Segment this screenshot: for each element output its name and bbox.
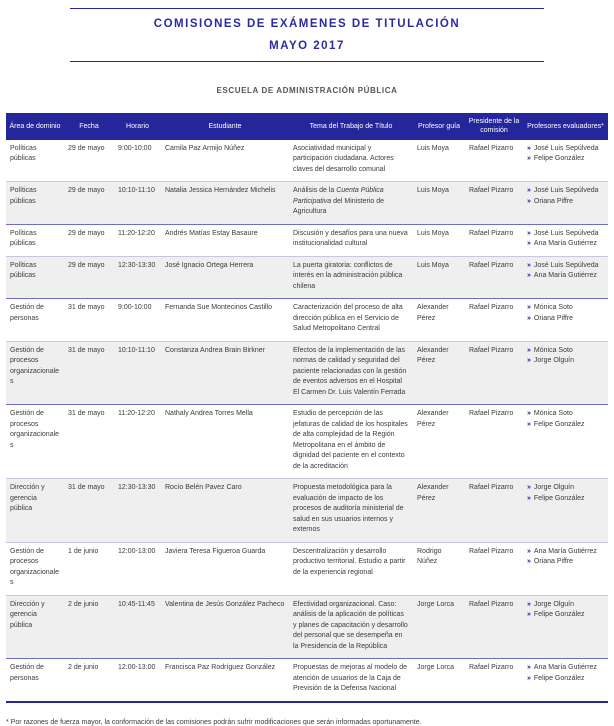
- cell-tema: Análisis de la Cuenta Pública Participativa del Ministerio de Agricultura: [289, 182, 413, 225]
- double-chevron-icon: »: [527, 314, 531, 322]
- double-chevron-icon: »: [527, 304, 531, 312]
- cell-presidente: Rafael Pizarro: [465, 542, 523, 595]
- cell-tema: Estudio de percepción de las jefaturas de calidad de los hospitales de alta complejidad de la Región Metropolitana en el ámbito de dignidad del paciente en el contexto de la acreditación: [289, 405, 413, 479]
- cell-horario: 11:20-12:20: [114, 224, 161, 256]
- cell-profesor-guia: Luis Moya: [413, 224, 465, 256]
- double-chevron-icon: »: [527, 558, 531, 566]
- cell-evaluadores: [523, 182, 608, 225]
- cell-estudiante: Francisca Paz Rodríguez González: [161, 659, 289, 702]
- cell-fecha: 31 de mayo: [64, 405, 114, 479]
- cell-presidente: Rafael Pizarro: [465, 256, 523, 299]
- evaluator-name: » José Luis Sepúlveda: [527, 261, 599, 269]
- cell-presidente: Rafael Pizarro: [465, 182, 523, 225]
- evaluator-name: » Oriana Piffre: [527, 558, 574, 566]
- table-row: [6, 299, 608, 342]
- table-row: [6, 140, 608, 182]
- column-header: Horario: [114, 113, 161, 140]
- cell-profesor-guia: Alexander Pérez: [413, 341, 465, 405]
- cell-profesor-guia: Alexander Pérez: [413, 299, 465, 342]
- cell-horario: 12:00-13:00: [114, 542, 161, 595]
- cell-evaluadores: [523, 405, 608, 479]
- table-row: [6, 659, 608, 702]
- table-body: [6, 140, 608, 702]
- cell-area: Políticas públicas: [6, 182, 64, 225]
- cell-horario: 12:30-13:30: [114, 256, 161, 299]
- cell-profesor-guia: Alexander Pérez: [413, 479, 465, 543]
- cell-presidente: Rafael Pizarro: [465, 299, 523, 342]
- cell-estudiante: Natalia Jessica Hernández Michelis: [161, 182, 289, 225]
- double-chevron-icon: »: [527, 484, 531, 492]
- cell-area: Gestión de procesos organizacionales: [6, 542, 64, 595]
- evaluator-name: » Felipe González: [527, 674, 585, 682]
- cell-fecha: 29 de mayo: [64, 182, 114, 225]
- double-chevron-icon: »: [527, 346, 531, 354]
- cell-estudiante: Valentina de Jesús González Pacheco: [161, 595, 289, 659]
- double-chevron-icon: »: [527, 261, 531, 269]
- table-row: [6, 479, 608, 543]
- cell-tema: Efectividad organizacional. Caso: análisis de la aplicación de políticas y planes de capacitación y desarrollo del personal que se desempeña en la Presidencia de la República: [289, 595, 413, 659]
- evaluator-name: » Oriana Piffre: [527, 197, 574, 205]
- column-header: Profesores evaluadores*: [523, 113, 608, 140]
- double-chevron-icon: »: [527, 240, 531, 248]
- evaluator-name: » Felipe González: [527, 155, 585, 163]
- page-subtitle: MAYO 2017: [269, 40, 345, 52]
- evaluator-name: » Oriana Piffre: [527, 314, 574, 322]
- cell-horario: 10:10-11:10: [114, 182, 161, 225]
- double-chevron-icon: »: [527, 664, 531, 672]
- cell-presidente: Rafael Pizarro: [465, 140, 523, 182]
- cell-fecha: 31 de mayo: [64, 479, 114, 543]
- double-chevron-icon: »: [527, 229, 531, 237]
- cell-fecha: 29 de mayo: [64, 140, 114, 182]
- cell-area: Políticas públicas: [6, 224, 64, 256]
- cell-presidente: Rafael Pizarro: [465, 405, 523, 479]
- double-chevron-icon: »: [527, 187, 531, 195]
- double-chevron-icon: »: [527, 547, 531, 555]
- double-chevron-icon: »: [527, 144, 531, 152]
- evaluator-name: » José Luis Sepúlveda: [527, 229, 599, 237]
- cell-horario: 10:45-11:45: [114, 595, 161, 659]
- column-header: Presidente de la comisión: [465, 113, 523, 140]
- evaluator-name: » Ana María Gutiérrez: [527, 547, 597, 555]
- cell-fecha: 2 de junio: [64, 659, 114, 702]
- table-row: [6, 341, 608, 405]
- double-chevron-icon: »: [527, 600, 531, 608]
- cell-profesor-guia: Jorge Lorca: [413, 595, 465, 659]
- table-row: [6, 595, 608, 659]
- cell-estudiante: Andrés Matías Estay Basaure: [161, 224, 289, 256]
- evaluator-name: » Felipe González: [527, 494, 585, 502]
- cell-tema: Efectos de la implementación de las normas de calidad y seguridad del paciente relacionadas con la gestión de eventos adversos en el Hospital El Carmen Dr. Luis Valentín Ferrada: [289, 341, 413, 405]
- cell-fecha: 1 de junio: [64, 542, 114, 595]
- column-header: Profesor guía: [413, 113, 465, 140]
- double-chevron-icon: »: [527, 611, 531, 619]
- cell-tema: Propuesta metodológica para la evaluación de impacto de los procesos de auditoría ministerial de salud en sus usuarios internos y externos: [289, 479, 413, 543]
- cell-fecha: 29 de mayo: [64, 256, 114, 299]
- cell-estudiante: José Ignacio Ortega Herrera: [161, 256, 289, 299]
- double-chevron-icon: »: [527, 197, 531, 205]
- cell-profesor-guia: Luis Moya: [413, 256, 465, 299]
- cell-horario: 12:30-13:30: [114, 479, 161, 543]
- evaluator-name: » José Luis Sepúlveda: [527, 187, 599, 195]
- cell-profesor-guia: Luis Moya: [413, 140, 465, 182]
- cell-evaluadores: [523, 595, 608, 659]
- cell-presidente: Rafael Pizarro: [465, 659, 523, 702]
- column-header: Tema del Trabajo de Título: [289, 113, 413, 140]
- cell-presidente: Rafael Pizarro: [465, 341, 523, 405]
- school-name: ESCUELA DE ADMINISTRACIÓN PÚBLICA: [216, 86, 398, 95]
- evaluator-name: » Ana María Gutiérrez: [527, 272, 597, 280]
- cell-horario: 9:00-10:00: [114, 140, 161, 182]
- commissions-table: [6, 113, 608, 703]
- cell-profesor-guia: Alexander Pérez: [413, 405, 465, 479]
- double-chevron-icon: »: [527, 494, 531, 502]
- evaluator-name: » Jorge Olguín: [527, 357, 574, 365]
- evaluator-name: » José Luis Sepúlveda: [527, 144, 599, 152]
- cell-area: Dirección y gerencia pública: [6, 479, 64, 543]
- cell-area: Políticas públicas: [6, 140, 64, 182]
- cell-presidente: Rafael Pizarro: [465, 479, 523, 543]
- cell-fecha: 2 de junio: [64, 595, 114, 659]
- cell-area: Gestión de personas: [6, 299, 64, 342]
- table-row: [6, 542, 608, 595]
- cell-horario: 12:00-13:00: [114, 659, 161, 702]
- double-chevron-icon: »: [527, 674, 531, 682]
- cell-evaluadores: [523, 140, 608, 182]
- cell-presidente: Rafael Pizarro: [465, 224, 523, 256]
- double-chevron-icon: »: [527, 357, 531, 365]
- table-row: [6, 224, 608, 256]
- cell-area: Dirección y gerencia pública: [6, 595, 64, 659]
- cell-evaluadores: [523, 224, 608, 256]
- cell-area: Gestión de procesos organizacionales: [6, 341, 64, 405]
- evaluator-name: » Mónica Soto: [527, 410, 573, 418]
- cell-evaluadores: [523, 479, 608, 543]
- cell-evaluadores: [523, 256, 608, 299]
- evaluator-name: » Jorge Olguín: [527, 484, 574, 492]
- column-header: Fecha: [64, 113, 114, 140]
- cell-estudiante: Constanza Andrea Brain Birkner: [161, 341, 289, 405]
- cell-evaluadores: [523, 341, 608, 405]
- column-header: Área de dominio: [6, 113, 64, 140]
- subtitle-rule: [70, 61, 544, 62]
- evaluator-name: » Mónica Soto: [527, 304, 573, 312]
- cell-evaluadores: [523, 659, 608, 702]
- cell-evaluadores: [523, 542, 608, 595]
- evaluator-name: » Ana María Gutiérrez: [527, 664, 597, 672]
- cell-tema: Descentralización y desarrollo productivo territorial. Estudio a partir de la experiencia regional: [289, 542, 413, 595]
- footnote: * Por razones de fuerza mayor, la conformación de las comisiones podrán sufrir modificaciones que serán informadas oportunamente.: [6, 718, 422, 726]
- evaluator-name: » Jorge Olguín: [527, 600, 574, 608]
- cell-estudiante: Rocío Belén Pavez Caro: [161, 479, 289, 543]
- evaluator-name: » Mónica Soto: [527, 346, 573, 354]
- evaluator-name: » Ana María Gutiérrez: [527, 240, 597, 248]
- title-block: [0, 0, 614, 95]
- cell-estudiante: Camila Paz Armijo Núñez: [161, 140, 289, 182]
- cell-tema: La puerta giratoria: conflictos de interés en la administración pública chilena: [289, 256, 413, 299]
- cell-horario: 10:10-11:10: [114, 341, 161, 405]
- double-chevron-icon: »: [527, 420, 531, 428]
- cell-estudiante: Javiera Teresa Figueroa Guarda: [161, 542, 289, 595]
- cell-tema: Discusión y desafíos para una nueva institucionalidad cultural: [289, 224, 413, 256]
- cell-tema: Caracterización del proceso de alta dirección pública en el Servicio de Salud Metropolitano Central: [289, 299, 413, 342]
- cell-estudiante: Nathaly Andrea Torres Mella: [161, 405, 289, 479]
- page-title: COMISIONES DE EXÁMENES DE TITULACIÓN: [153, 18, 461, 30]
- double-chevron-icon: »: [527, 410, 531, 418]
- double-chevron-icon: »: [527, 155, 531, 163]
- cell-horario: 9:00-10:00: [114, 299, 161, 342]
- table-row: [6, 405, 608, 479]
- cell-estudiante: Fernanda Sue Montecinos Castillo: [161, 299, 289, 342]
- cell-profesor-guia: Luis Moya: [413, 182, 465, 225]
- cell-fecha: 29 de mayo: [64, 224, 114, 256]
- table-header-row: [6, 113, 608, 140]
- double-chevron-icon: »: [527, 272, 531, 280]
- table-row: [6, 256, 608, 299]
- top-rule: [70, 8, 544, 9]
- cell-presidente: Rafael Pizarro: [465, 595, 523, 659]
- cell-tema: Propuestas de mejoras al modelo de atención de usuarios de la Caja de Previsión de la Defensa Nacional: [289, 659, 413, 702]
- cell-area: Gestión de personas: [6, 659, 64, 702]
- cell-profesor-guia: Rodrigo Núñez: [413, 542, 465, 595]
- cell-area: Políticas públicas: [6, 256, 64, 299]
- table-header: [6, 113, 608, 140]
- cell-tema: Asociatividad municipal y participación ciudadana. Actores claves del desarrollo comunal: [289, 140, 413, 182]
- cell-horario: 11:20-12:20: [114, 405, 161, 479]
- cell-fecha: 31 de mayo: [64, 299, 114, 342]
- cell-evaluadores: [523, 299, 608, 342]
- cell-area: Gestión de procesos organizacionales: [6, 405, 64, 479]
- cell-profesor-guia: Jorge Lorca: [413, 659, 465, 702]
- cell-fecha: 31 de mayo: [64, 341, 114, 405]
- table-row: [6, 182, 608, 225]
- column-header: Estudiante: [161, 113, 289, 140]
- evaluator-name: » Felipe González: [527, 611, 585, 619]
- evaluator-name: » Felipe González: [527, 420, 585, 428]
